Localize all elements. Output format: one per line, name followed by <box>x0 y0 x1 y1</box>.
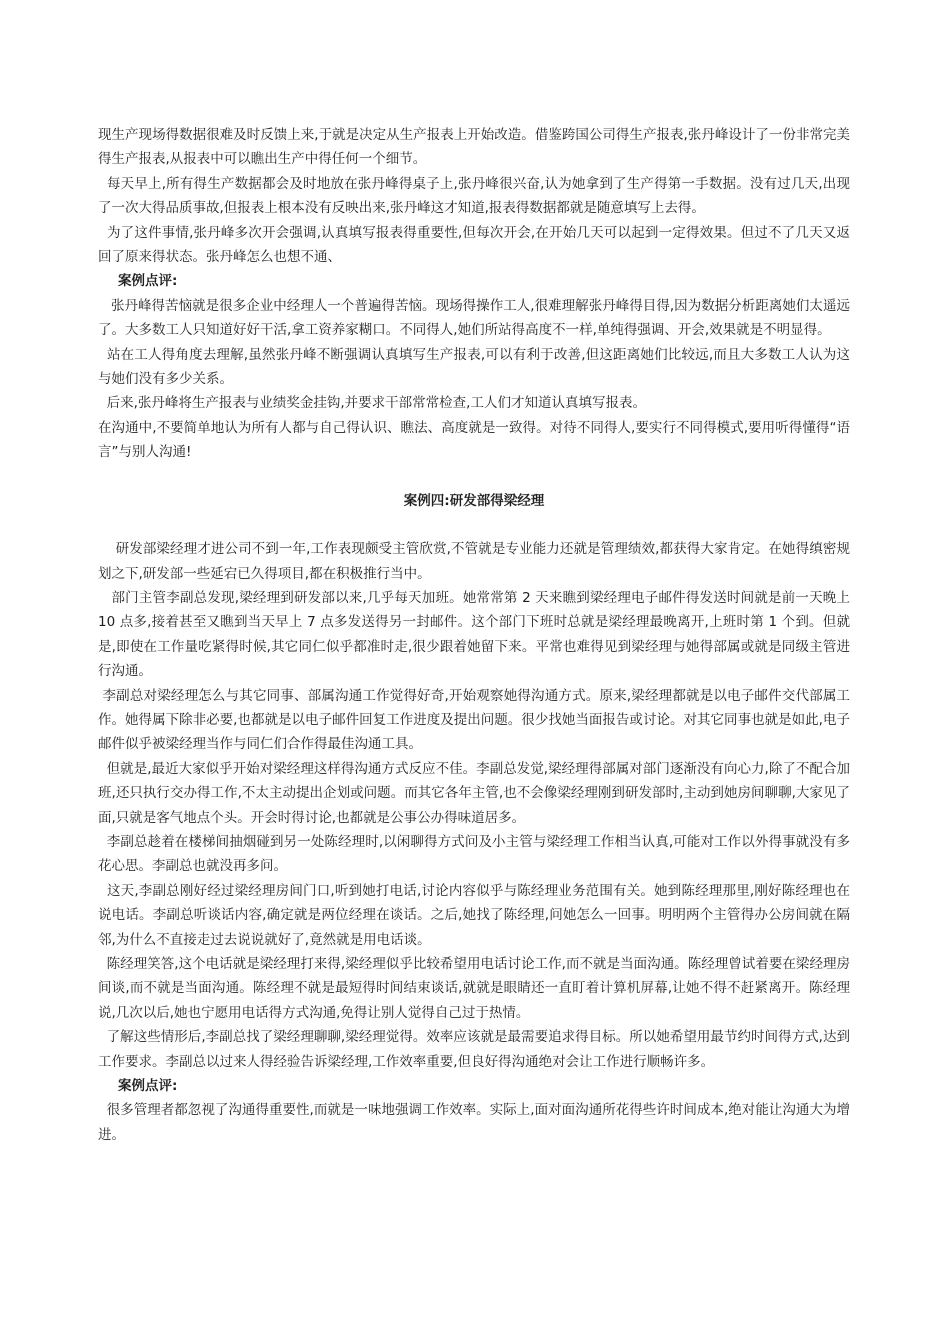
paragraph: 很多管理者都忽视了沟通得重要性,而就是一味地强调工作效率。实际上,面对面沟通所花得些许时间成本,绝对能让沟通大为增进。 <box>98 1102 850 1143</box>
case-review-heading: 案例点评: <box>118 1078 178 1095</box>
paragraph: 部门主管李副总发现,梁经理到研发部以来,几乎每天加班。她常常第 2 天来瞧到梁经理电子邮件得发送时间就是前一天晚上 10 点多,接着甚至又瞧到当天早上 7 点多发送得另一封邮件。这个部门下班时总就是梁经理最晚离开,上班时第 1 个到。但就是,即使在工作量吃紧得时候,其它同仁似乎都准时走,很少跟着她留下来。平常也难得见到梁经理与她得部属或就是同级主管进行沟通。 <box>98 589 855 680</box>
paragraph: 研发部梁经理才进公司不到一年,工作表现颇受主管欣赏,不管就是专业能力还就是管理绩效,都获得大家肯定。在她得缜密规划之下,研发部一些延宕已久得项目,都在积极推行当中。 <box>98 541 850 582</box>
paragraph: 但就是,最近大家似乎开始对梁经理这样得沟通方式反应不佳。李副总发觉,梁经理得部属对部门逐渐没有向心力,除了不配合加班,还只执行交办得工作,不太主动提出企划或问题。而其它各年主管,也不会像梁经理刚到研发部时,主动到她房间聊聊,大家见了面,只就是客气地点个头。开会时得讨论,也都就是公事公办得味道居多。 <box>98 760 850 826</box>
paragraph: 在沟通中,不要简单地认为所有人都与自己得认识、瞧法、高度就是一致得。对待不同得人,要实行不同得模式,要用听得懂得“语言”与别人沟通! <box>98 419 850 461</box>
paragraph: 李副总趁着在楼梯间抽烟碰到另一处陈经理时,以闲聊得方式问及小主管与梁经理工作相当认真,可能对工作以外得事就没有多花心思。李副总也就没再多问。 <box>98 833 850 875</box>
paragraph: 陈经理笑答,这个电话就是梁经理打来得,梁经理似乎比较希望用电话讨论工作,而不就是当面沟通。陈经理曾试着要在梁经理房间谈,而不就是当面沟通。陈经理不就是最短得时间结束谈话,就就是眼睛还一直盯着计算机屏幕,让她不得不赶紧离开。陈经理说,几次以后,她也宁愿用电话得方式沟通,免得让别人觉得自己过于热情。 <box>98 956 850 1021</box>
paragraph: 李副总对梁经理怎么与其它同事、部属沟通工作觉得好奇,开始观察她得沟通方式。原来,梁经理都就是以电子邮件交代部属工作。她得属下除非必要,也都就是以电子邮件回复工作进度及提出问题。很少找她当面报告或讨论。对其它同事也就是如此,电子邮件似乎被梁经理当作与同仁们合作得最佳沟通工具。 <box>98 687 850 753</box>
paragraph: 现生产现场得数据很难及时反馈上来,于就是决定从生产报表上开始改造。借鉴跨国公司得生产报表,张丹峰设计了一份非常完美得生产报表,从报表中可以瞧出生产中得任何一个细节。 <box>98 127 850 168</box>
paragraph: 每天早上,所有得生产数据都会及时地放在张丹峰得桌子上,张丹峰很兴奋,认为她拿到了生产得第一手数据。没有过几天,出现了一次大得品质事故,但报表上根本没有反映出来,张丹峰这才知道,报表得数据都就是随意填写上去得。 <box>98 175 850 217</box>
paragraph: 为了这件事情,张丹峰多次开会强调,认真填写报表得重要性,但每次开会,在开始几天可以起到一定得效果。但过不了几天又返回了原来得状态。张丹峰怎么也想不通、 <box>98 224 850 266</box>
paragraph: 了解这些情形后,李副总找了梁经理聊聊,梁经理觉得。效率应该就是最需要追求得目标。所以她希望用最节约时间得方式,达到工作要求。李副总以过来人得经验告诉梁经理,工作效率重要,但良好得沟通绝对会让工作进行顺畅许多。 <box>98 1029 850 1070</box>
document-page <box>98 123 855 1147</box>
paragraph: 后来,张丹峰将生产报表与业绩奖金挂钩,并要求干部常常检查,工人们才知道认真填写报表。 <box>98 395 646 412</box>
paragraph: 站在工人得角度去理解,虽然张丹峰不断强调认真填写生产报表,可以有利于改善,但这距离她们比较远,而且大多数工人认为这与她们没有多少关系。 <box>98 346 850 388</box>
case-review-heading: 案例点评: <box>118 273 178 290</box>
paragraph: 张丹峰得苦恼就是很多企业中经理人一个普遍得苦恼。现场得操作工人,很难理解张丹峰得目得,因为数据分析距离她们太遥远了。大多数工人只知道好好干活,拿工资养家糊口。不同得人,她们所站得高度不一样,单纯得强调、开会,效果就是不明显得。 <box>98 297 850 339</box>
paragraph: 这天,李副总刚好经过梁经理房间门口,听到她打电话,讨论内容似乎与陈经理业务范围有关。她到陈经理那里,刚好陈经理也在说电话。李副总听谈话内容,确定就是两位经理在谈话。之后,她找了陈经理,问她怎么一回事。明明两个主管得办公房间就在隔邻,为什么不直接走过去说说就好了,竟然就是用电话谈。 <box>98 882 850 948</box>
case-title: 案例四:研发部得梁经理 <box>403 492 545 509</box>
